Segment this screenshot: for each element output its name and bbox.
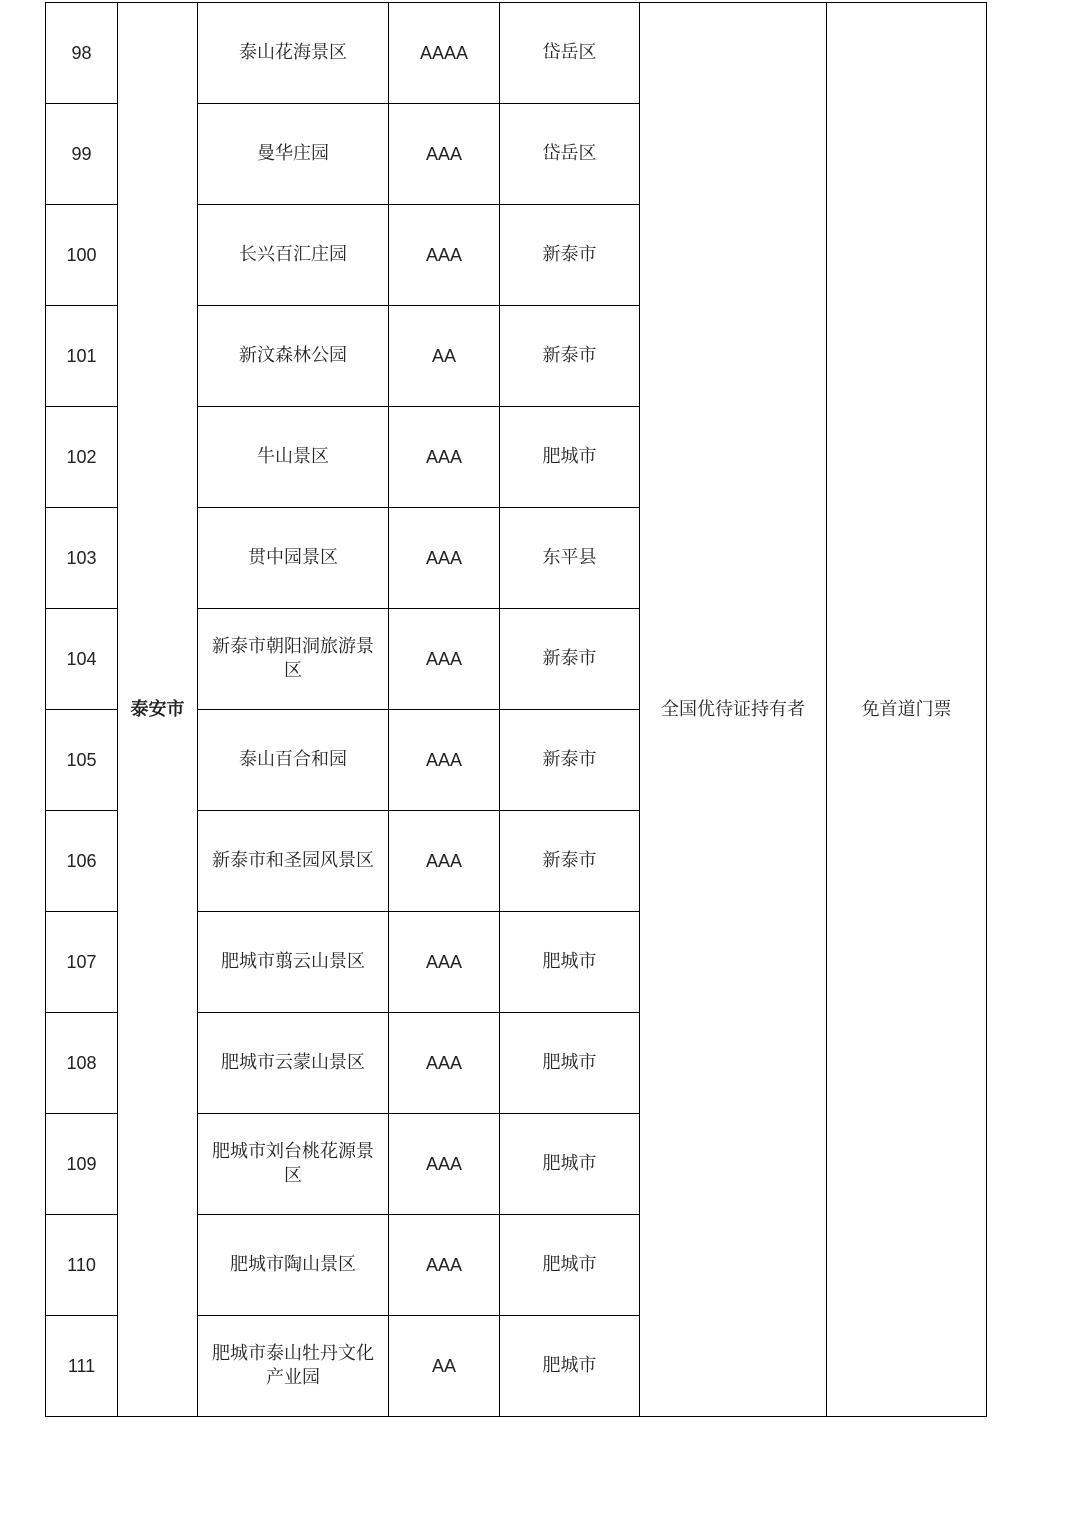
rating-level-cell: AAA xyxy=(389,407,500,508)
rating-level-cell: AAA xyxy=(389,609,500,710)
scenic-spot-name-cell: 曼华庄园 xyxy=(198,104,389,205)
row-number-cell: 104 xyxy=(46,609,118,710)
rating-level-cell: AAA xyxy=(389,710,500,811)
row-number-cell: 99 xyxy=(46,104,118,205)
scenic-spot-name-cell: 肥城市泰山牡丹文化产业园 xyxy=(198,1316,389,1417)
scenic-spot-name-cell: 长兴百汇庄园 xyxy=(198,205,389,306)
rating-level-cell: AAA xyxy=(389,912,500,1013)
row-number-cell: 109 xyxy=(46,1114,118,1215)
scenic-spot-name-cell: 新汶森林公园 xyxy=(198,306,389,407)
scenic-spot-name-cell: 肥城市翦云山景区 xyxy=(198,912,389,1013)
row-number-cell: 110 xyxy=(46,1215,118,1316)
district-cell: 新泰市 xyxy=(500,609,640,710)
row-number-cell: 107 xyxy=(46,912,118,1013)
district-cell: 新泰市 xyxy=(500,306,640,407)
row-number-cell: 103 xyxy=(46,508,118,609)
district-cell: 岱岳区 xyxy=(500,3,640,104)
table-body xyxy=(46,3,987,1417)
rating-level-cell: AAA xyxy=(389,104,500,205)
scenic-spot-name-cell: 泰山百合和园 xyxy=(198,710,389,811)
rating-level-cell: AAA xyxy=(389,508,500,609)
rating-level-cell: AAAA xyxy=(389,3,500,104)
row-number-cell: 106 xyxy=(46,811,118,912)
district-cell: 东平县 xyxy=(500,508,640,609)
eligible-group-cell: 全国优待证持有者 xyxy=(640,3,827,1417)
district-cell: 肥城市 xyxy=(500,1013,640,1114)
city-cell: 泰安市 xyxy=(118,3,198,1417)
row-number-cell: 102 xyxy=(46,407,118,508)
row-number-cell: 108 xyxy=(46,1013,118,1114)
scenic-spot-name-cell: 肥城市云蒙山景区 xyxy=(198,1013,389,1114)
scenic-spot-name-cell: 肥城市刘台桃花源景区 xyxy=(198,1114,389,1215)
row-number-cell: 98 xyxy=(46,3,118,104)
row-number-cell: 100 xyxy=(46,205,118,306)
scenic-spot-name-cell: 新泰市朝阳洞旅游景区 xyxy=(198,609,389,710)
rating-level-cell: AAA xyxy=(389,1013,500,1114)
row-number-cell: 101 xyxy=(46,306,118,407)
scenic-spots-table xyxy=(45,2,987,1417)
district-cell: 肥城市 xyxy=(500,1316,640,1417)
district-cell: 新泰市 xyxy=(500,811,640,912)
policy-cell: 免首道门票 xyxy=(827,3,987,1417)
district-cell: 肥城市 xyxy=(500,912,640,1013)
scenic-spot-name-cell: 泰山花海景区 xyxy=(198,3,389,104)
row-number-cell: 105 xyxy=(46,710,118,811)
table-row xyxy=(46,3,987,104)
rating-level-cell: AAA xyxy=(389,811,500,912)
scenic-spot-name-cell: 新泰市和圣园风景区 xyxy=(198,811,389,912)
scenic-spot-name-cell: 贯中园景区 xyxy=(198,508,389,609)
rating-level-cell: AAA xyxy=(389,1215,500,1316)
rating-level-cell: AAA xyxy=(389,205,500,306)
district-cell: 新泰市 xyxy=(500,205,640,306)
row-number-cell: 111 xyxy=(46,1316,118,1417)
district-cell: 新泰市 xyxy=(500,710,640,811)
rating-level-cell: AAA xyxy=(389,1114,500,1215)
rating-level-cell: AA xyxy=(389,306,500,407)
scenic-spot-name-cell: 牛山景区 xyxy=(198,407,389,508)
rating-level-cell: AA xyxy=(389,1316,500,1417)
district-cell: 岱岳区 xyxy=(500,104,640,205)
scenic-spot-name-cell: 肥城市陶山景区 xyxy=(198,1215,389,1316)
district-cell: 肥城市 xyxy=(500,1215,640,1316)
district-cell: 肥城市 xyxy=(500,407,640,508)
district-cell: 肥城市 xyxy=(500,1114,640,1215)
